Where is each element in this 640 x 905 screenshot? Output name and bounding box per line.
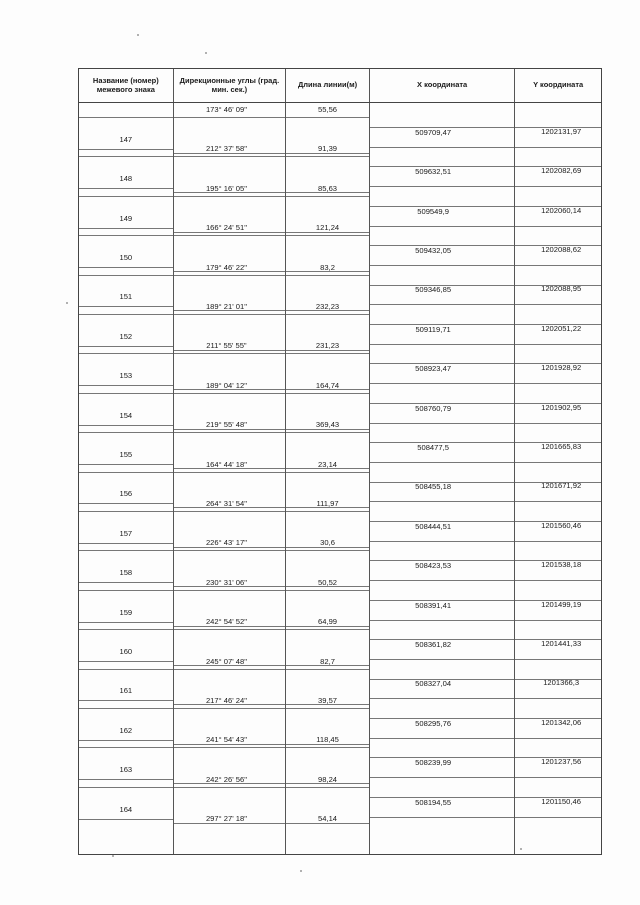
row-divider	[286, 353, 369, 354]
row-divider	[515, 639, 601, 640]
row-divider	[79, 511, 173, 512]
cell-point-name: 157	[119, 528, 133, 538]
row-divider	[174, 353, 286, 354]
row-divider	[79, 740, 173, 741]
row-divider	[370, 521, 514, 522]
row-divider	[174, 550, 286, 551]
scan-speck	[112, 855, 114, 857]
row-divider	[286, 626, 369, 627]
cell-line-length: 118,45	[316, 735, 339, 745]
row-divider	[79, 117, 173, 118]
row-divider	[174, 626, 286, 627]
row-divider	[286, 271, 369, 272]
row-divider	[79, 188, 173, 189]
row-divider	[174, 511, 286, 512]
row-divider	[370, 482, 514, 483]
row-divider	[515, 521, 601, 522]
cell-point-name: 147	[119, 134, 133, 144]
row-divider	[515, 147, 601, 148]
row-divider	[370, 344, 514, 345]
cell-y-coordinate: 1201366,3	[543, 678, 580, 688]
row-divider	[79, 393, 173, 394]
column-name	[79, 103, 174, 854]
row-divider	[370, 462, 514, 463]
row-divider	[515, 560, 601, 561]
row-divider	[174, 432, 286, 433]
row-divider	[370, 423, 514, 424]
row-divider	[515, 363, 601, 364]
cell-point-name: 163	[119, 765, 133, 775]
row-divider	[515, 166, 601, 167]
table-header	[79, 69, 601, 103]
row-divider	[286, 196, 369, 197]
cell-x-coordinate: 508423,53	[415, 561, 452, 571]
row-divider	[174, 156, 286, 157]
row-divider	[515, 501, 601, 502]
cell-x-coordinate: 508391,41	[415, 600, 452, 610]
row-divider	[370, 679, 514, 680]
row-divider	[286, 235, 369, 236]
row-divider	[286, 429, 369, 430]
cell-direction-angle: 226° 43' 17"	[205, 538, 247, 548]
row-divider	[79, 385, 173, 386]
row-divider	[370, 127, 514, 128]
cell-point-name: 164	[119, 804, 133, 814]
cell-x-coordinate: 508295,76	[415, 718, 452, 728]
cell-point-name: 152	[119, 331, 133, 341]
cell-direction-angle: 219° 55' 48"	[205, 420, 247, 430]
row-divider	[515, 698, 601, 699]
table-body	[79, 103, 601, 854]
row-divider	[79, 503, 173, 504]
row-divider	[515, 757, 601, 758]
cell-x-coordinate: 508455,18	[415, 482, 452, 492]
row-divider	[286, 747, 369, 748]
row-divider	[286, 744, 369, 745]
cell-y-coordinate: 1201150,46	[541, 796, 581, 806]
cell-line-length: 39,57	[318, 696, 338, 705]
cell-direction-angle: 297° 27' 18"	[205, 814, 247, 824]
row-divider	[174, 235, 286, 236]
row-divider	[370, 698, 514, 699]
cell-direction-angle: 211° 55' 55"	[206, 341, 247, 351]
row-divider	[286, 389, 369, 390]
cell-x-coordinate: 509709,47	[415, 127, 452, 137]
row-divider	[79, 550, 173, 551]
cell-x-coordinate: 508923,47	[415, 364, 452, 374]
cell-y-coordinate: 1202051,22	[541, 323, 582, 333]
row-divider	[174, 393, 286, 394]
row-divider	[174, 669, 286, 670]
column-y	[515, 103, 601, 854]
row-divider	[286, 314, 369, 315]
row-divider	[286, 586, 369, 587]
row-divider	[79, 432, 173, 433]
row-divider	[286, 547, 369, 548]
row-divider	[79, 464, 173, 465]
row-divider	[286, 472, 369, 473]
cell-y-coordinate: 1202088,95	[541, 284, 582, 294]
header-name: Название (номер) межевого знака	[79, 69, 174, 102]
cell-point-name: 151	[119, 292, 133, 302]
cell-x-coordinate: 508327,04	[415, 679, 452, 689]
row-divider	[370, 620, 514, 621]
row-divider	[286, 704, 369, 705]
cell-line-length: 91,39	[318, 144, 338, 154]
row-divider	[515, 265, 601, 266]
cell-direction-angle: 164° 44' 18"	[205, 459, 247, 469]
row-divider	[515, 777, 601, 778]
row-divider	[286, 507, 369, 508]
cell-point-name: 160	[119, 646, 133, 656]
row-divider	[174, 271, 286, 272]
row-divider	[286, 708, 369, 709]
row-divider	[79, 622, 173, 623]
row-divider	[286, 590, 369, 591]
row-divider	[515, 718, 601, 719]
row-divider	[370, 285, 514, 286]
row-divider	[515, 285, 601, 286]
cell-point-name: 155	[119, 449, 133, 459]
cell-direction-angle: 242° 26' 56"	[205, 774, 247, 784]
cell-y-coordinate: 1201560,46	[541, 520, 582, 530]
row-divider	[79, 346, 173, 347]
row-divider	[515, 245, 601, 246]
cell-line-length: 30,6	[320, 538, 335, 548]
row-divider	[286, 783, 369, 784]
row-divider	[79, 306, 173, 307]
cell-direction-angle: 217° 46' 24"	[205, 696, 247, 705]
row-divider	[370, 186, 514, 187]
cell-point-name: 156	[119, 489, 133, 499]
row-divider	[515, 226, 601, 227]
row-divider	[174, 275, 286, 276]
row-divider	[286, 350, 369, 351]
cell-line-length: 64,99	[318, 617, 338, 627]
row-divider	[79, 275, 173, 276]
row-divider	[79, 787, 173, 788]
row-divider	[79, 149, 173, 150]
row-divider	[79, 196, 173, 197]
cell-line-length: 164,74	[315, 380, 340, 390]
row-divider	[370, 777, 514, 778]
cell-direction-angle: 189° 21' 01"	[205, 302, 247, 311]
cell-direction-angle: 241° 54' 43"	[205, 735, 247, 745]
row-divider	[515, 817, 601, 818]
cell-x-coordinate: 508239,99	[415, 758, 452, 768]
cell-point-name: 161	[119, 686, 133, 696]
row-divider	[79, 669, 173, 670]
row-divider	[79, 543, 173, 544]
cell-y-coordinate: 1201902,95	[541, 402, 582, 412]
row-divider	[174, 314, 286, 315]
row-divider	[79, 582, 173, 583]
row-divider	[174, 823, 286, 824]
row-divider	[515, 797, 601, 798]
row-divider	[79, 314, 173, 315]
row-divider	[174, 747, 286, 748]
row-divider	[515, 206, 601, 207]
row-divider	[286, 629, 369, 630]
row-divider	[79, 472, 173, 473]
cell-point-name: 153	[119, 371, 133, 381]
row-divider	[174, 629, 286, 630]
cell-line-length: 369,43	[315, 420, 340, 430]
row-divider	[515, 620, 601, 621]
row-divider	[174, 472, 286, 473]
cell-direction-angle: 166° 24' 51"	[205, 223, 247, 233]
row-divider	[286, 823, 369, 824]
header-angle: Дирекционные углы (град. мин. сек.)	[174, 69, 287, 102]
row-divider	[515, 127, 601, 128]
row-divider	[286, 511, 369, 512]
cell-x-coordinate: 508760,79	[415, 403, 452, 413]
cell-line-length: 82,7	[320, 656, 335, 666]
row-divider	[370, 206, 514, 207]
cell-x-coordinate: 509119,71	[415, 324, 451, 334]
row-divider	[370, 265, 514, 266]
cell-direction-angle: 189° 04' 12"	[205, 380, 247, 390]
row-divider	[515, 304, 601, 305]
cell-x-coordinate: 509632,51	[415, 167, 452, 177]
cell-y-coordinate: 1201928,92	[541, 363, 582, 373]
row-divider	[515, 482, 601, 483]
cell-x-coordinate: 509346,85	[415, 285, 452, 295]
cell-point-name: 158	[119, 568, 133, 578]
row-divider	[174, 507, 286, 508]
row-divider	[286, 665, 369, 666]
row-divider	[515, 383, 601, 384]
row-divider	[174, 350, 286, 351]
cell-direction-angle: 179° 46' 22"	[205, 262, 247, 272]
header-y: Y координата	[533, 80, 584, 90]
cell-direction-angle: 195° 16' 05"	[205, 183, 247, 193]
row-divider	[370, 501, 514, 502]
cell-direction-angle: 242° 54' 52"	[205, 617, 247, 627]
row-divider	[79, 267, 173, 268]
cell-x-coordinate: 508477,5	[417, 442, 449, 452]
row-divider	[370, 245, 514, 246]
row-divider	[174, 389, 286, 390]
cell-y-coordinate: 1202082,69	[541, 166, 582, 176]
row-divider	[515, 679, 601, 680]
row-divider	[286, 550, 369, 551]
row-divider	[174, 192, 286, 193]
row-divider	[174, 744, 286, 745]
row-divider	[286, 787, 369, 788]
row-divider	[370, 659, 514, 660]
row-divider	[286, 156, 369, 157]
cell-line-length: 232,23	[315, 302, 340, 311]
column-angle	[174, 103, 287, 854]
scan-speck	[205, 52, 207, 54]
cell-y-coordinate: 1201499,19	[541, 599, 582, 609]
cell-y-coordinate: 1201441,33	[541, 638, 582, 648]
cell-y-coordinate: 1202088,62	[541, 244, 582, 254]
row-divider	[370, 324, 514, 325]
cell-line-length: 23,14	[318, 459, 338, 469]
cell-y-coordinate: 1202060,14	[541, 205, 582, 215]
row-divider	[286, 117, 369, 118]
boundary-points-table	[78, 68, 602, 855]
row-divider	[174, 586, 286, 587]
row-divider	[370, 403, 514, 404]
row-divider	[370, 797, 514, 798]
row-divider	[370, 718, 514, 719]
row-divider	[79, 235, 173, 236]
row-divider	[79, 590, 173, 591]
header-length: Длина линии(м)	[286, 69, 370, 102]
cell-line-length: 111,97	[316, 499, 339, 508]
row-divider	[515, 186, 601, 187]
cell-x-coordinate: 508361,82	[415, 639, 452, 649]
row-divider	[79, 819, 173, 820]
row-divider	[370, 442, 514, 443]
row-divider	[174, 590, 286, 591]
cell-point-name: 159	[119, 607, 133, 617]
column-x	[370, 103, 515, 854]
row-divider	[79, 708, 173, 709]
row-divider	[370, 304, 514, 305]
cell-line-length: 85,63	[318, 183, 338, 193]
row-divider	[515, 442, 601, 443]
row-divider	[515, 403, 601, 404]
row-divider	[174, 704, 286, 705]
cell-direction-angle: 212° 37' 58"	[205, 144, 247, 154]
row-divider	[79, 747, 173, 748]
header-x: X координата	[370, 69, 515, 102]
scan-speck	[66, 302, 68, 304]
cell-x-coordinate: 508444,51	[415, 521, 452, 531]
row-divider	[370, 639, 514, 640]
row-divider	[174, 429, 286, 430]
cell-x-coordinate: 508194,55	[415, 797, 452, 807]
row-divider	[286, 275, 369, 276]
row-divider	[79, 700, 173, 701]
row-divider	[515, 738, 601, 739]
cell-direction-angle: 173° 46' 09"	[205, 105, 247, 114]
row-divider	[286, 232, 369, 233]
scan-speck	[137, 34, 139, 36]
row-divider	[370, 560, 514, 561]
row-divider	[174, 196, 286, 197]
cell-y-coordinate: 1201671,92	[541, 481, 582, 491]
row-divider	[370, 600, 514, 601]
row-divider	[79, 353, 173, 354]
row-divider	[174, 665, 286, 666]
row-divider	[370, 147, 514, 148]
cell-direction-angle: 230° 31' 06"	[205, 577, 247, 587]
cell-y-coordinate: 1202131,97	[541, 126, 582, 136]
cell-line-length: 231,23	[315, 341, 340, 351]
row-divider	[515, 324, 601, 325]
cell-y-coordinate: 1201237,56	[541, 757, 582, 767]
row-divider	[174, 232, 286, 233]
row-divider	[174, 547, 286, 548]
row-divider	[286, 310, 369, 311]
cell-line-length: 55,56	[318, 105, 338, 114]
row-divider	[286, 432, 369, 433]
cell-y-coordinate: 1201538,18	[541, 560, 582, 570]
row-divider	[79, 425, 173, 426]
cell-direction-angle: 245° 07' 48"	[205, 656, 247, 666]
row-divider	[370, 226, 514, 227]
row-divider	[174, 787, 286, 788]
row-divider	[174, 783, 286, 784]
cell-line-length: 54,14	[318, 814, 338, 824]
row-divider	[370, 383, 514, 384]
row-divider	[79, 156, 173, 157]
row-divider	[79, 629, 173, 630]
scan-speck	[520, 848, 522, 850]
row-divider	[515, 462, 601, 463]
row-divider	[286, 153, 369, 154]
row-divider	[370, 166, 514, 167]
row-divider	[515, 541, 601, 542]
row-divider	[286, 393, 369, 394]
row-divider	[370, 363, 514, 364]
row-divider	[515, 580, 601, 581]
cell-x-coordinate: 509549,9	[417, 206, 449, 216]
row-divider	[79, 779, 173, 780]
cell-x-coordinate: 509432,05	[415, 245, 452, 255]
cell-y-coordinate: 1201342,06	[541, 717, 582, 727]
cell-line-length: 83,2	[320, 262, 335, 272]
cell-direction-angle: 264° 31' 54"	[205, 499, 247, 508]
cell-point-name: 154	[119, 410, 133, 420]
row-divider	[515, 600, 601, 601]
row-divider	[286, 192, 369, 193]
cell-line-length: 121,24	[315, 223, 340, 233]
row-divider	[79, 661, 173, 662]
row-divider	[515, 344, 601, 345]
row-divider	[370, 817, 514, 818]
cell-point-name: 149	[119, 213, 133, 223]
row-divider	[174, 468, 286, 469]
scan-speck	[300, 870, 302, 872]
row-divider	[174, 117, 286, 118]
row-divider	[286, 669, 369, 670]
row-divider	[286, 468, 369, 469]
cell-point-name: 162	[119, 725, 133, 735]
row-divider	[370, 738, 514, 739]
row-divider	[79, 228, 173, 229]
cell-line-length: 98,24	[318, 774, 338, 784]
row-divider	[174, 708, 286, 709]
cell-point-name: 150	[119, 252, 133, 262]
cell-point-name: 148	[119, 174, 133, 184]
row-divider	[515, 423, 601, 424]
row-divider	[370, 757, 514, 758]
cell-line-length: 50,52	[318, 577, 338, 587]
row-divider	[370, 580, 514, 581]
row-divider	[174, 310, 286, 311]
cell-y-coordinate: 1201665,83	[541, 441, 582, 451]
row-divider	[370, 541, 514, 542]
row-divider	[515, 659, 601, 660]
row-divider	[174, 153, 286, 154]
